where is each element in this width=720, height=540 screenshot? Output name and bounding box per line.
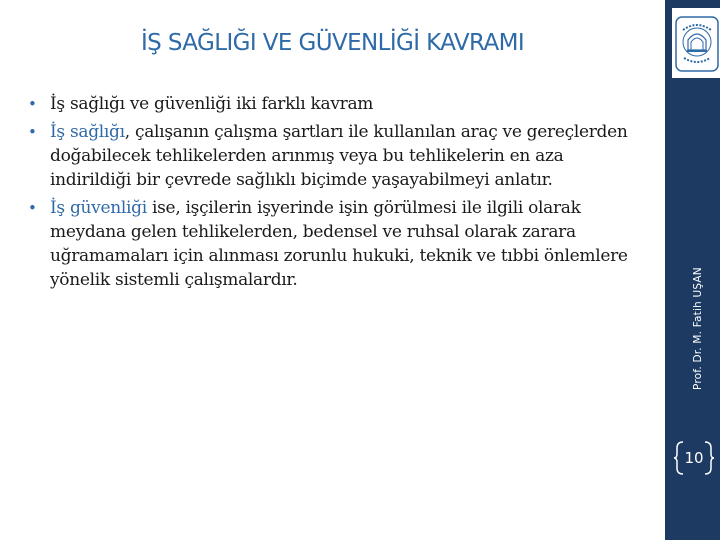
bullet-icon: • [28, 123, 37, 141]
bullet-text: ise, işçilerin işyerinde işin görülmesi ile ilgili olarak meydana gelen tehlikelerden, bedensel ve ruhsal olarak zarara uğramamaları için alınması zorunlu hukuki, teknik ve tıbbi önlemlere yönelik sistemli çalışmalardır. [50, 198, 628, 290]
university-logo-panel [672, 8, 720, 78]
page-number: 10 [684, 449, 704, 467]
bullet-highlight: İş sağlığı [50, 122, 125, 142]
bullet-highlight: İş güvenliği [50, 198, 147, 218]
bullet-list [28, 92, 643, 292]
slide-content [28, 92, 643, 296]
page-number-badge [674, 440, 714, 476]
bullet-icon: • [28, 95, 37, 113]
author-credit: Prof. Dr. M. Fatih UŞAN [692, 267, 704, 390]
bullet-text: , çalışanın çalışma şartları ile kullanılan araç ve gereçlerden doğabilecek tehlikelerden arınmış veya bu tehlikelerin en aza indirildiği bir çevrede sağlıklı biçimde yaşayabilmeyi anlatır. [50, 122, 628, 190]
bullet-item [28, 92, 643, 116]
bullet-item [28, 120, 643, 192]
university-logo-icon [675, 16, 719, 72]
slide-title: İŞ SAĞLIĞI VE GÜVENLİĞİ KAVRAMI [140, 30, 525, 56]
bullet-item [28, 196, 643, 292]
bullet-icon: • [28, 199, 37, 217]
bullet-text: İş sağlığı ve güvenliği iki farklı kavram [50, 94, 374, 114]
